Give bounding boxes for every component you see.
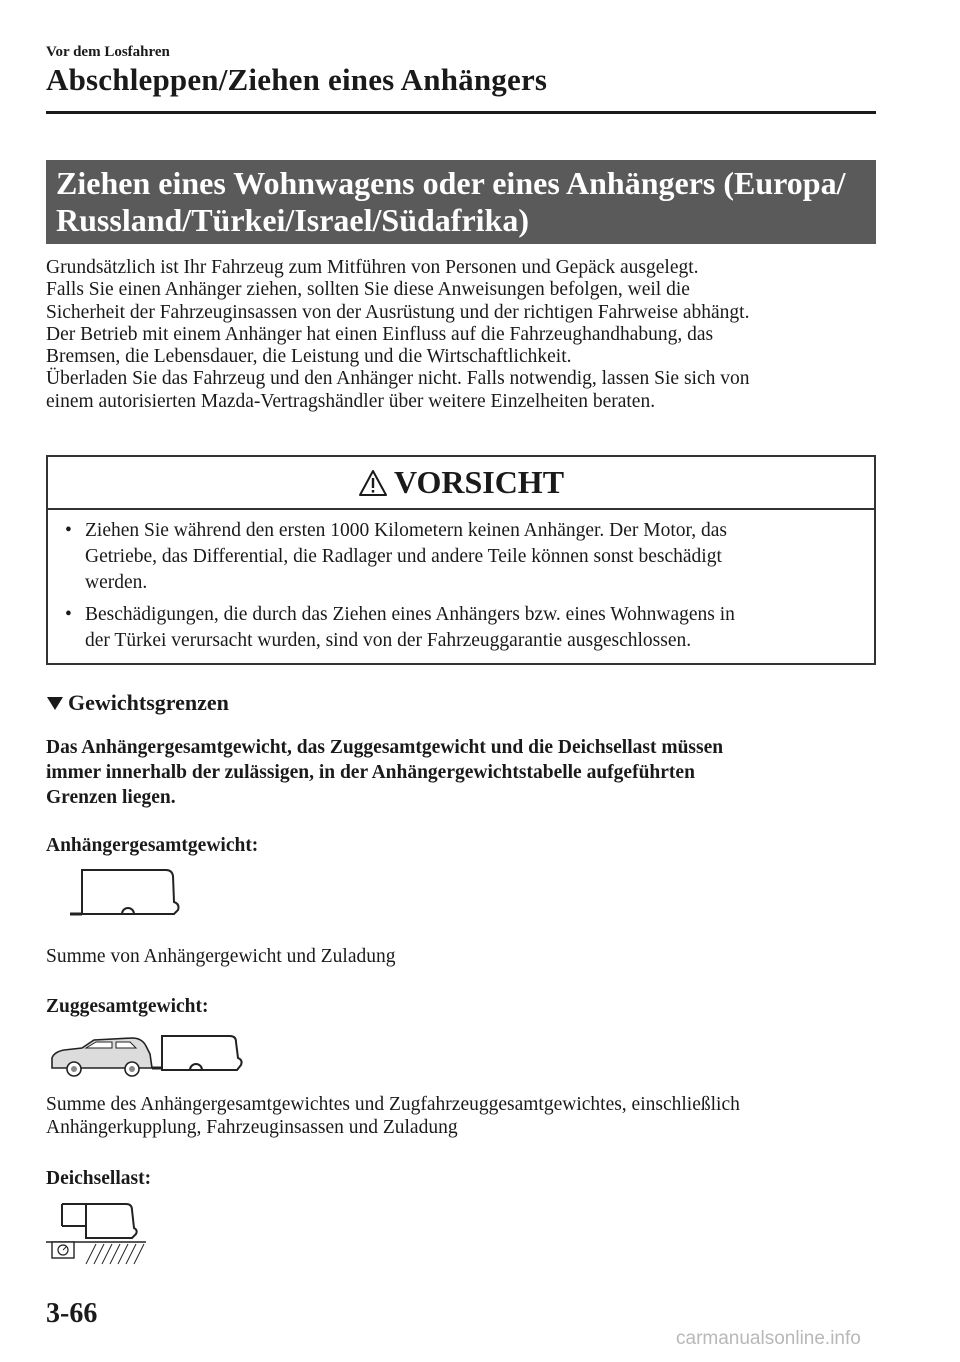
caution-box [46, 455, 876, 665]
train-desc-line: Summe des Anhängergesamtgewichtes und Zugfahrzeuggesamtgewichtes, einschließlich [46, 1094, 740, 1115]
header-divider [46, 111, 876, 114]
car-with-trailer-icon [46, 1032, 246, 1082]
caution-line: werden. [85, 572, 148, 593]
caution-title: VORSICHT [393, 464, 565, 500]
intro-line: Überladen Sie das Fahrzeug und den Anhänger nicht. Falls notwendig, lassen Sie sich von [46, 368, 750, 390]
weight-intro-line: Grenzen liegen. [46, 787, 176, 808]
caution-header [48, 457, 874, 510]
section-title-line-2: Russland/Türkei/Israel/Südafrika) [56, 202, 529, 238]
trailer-weight-description: Summe von Anhängergewicht und Zuladung [46, 946, 396, 967]
trailer-illustration-icon [64, 862, 184, 924]
intro-line: Sicherheit der Fahrzeuginsassen von der Ausrüstung und der richtigen Fahrweise abhängt. [46, 301, 750, 323]
section-title-line-1: Ziehen eines Wohnwagens oder eines Anhängers (Europa/ [56, 165, 846, 201]
watermark: carmanualsonline.info [676, 1328, 861, 1349]
chapter-title: Abschleppen/Ziehen eines Anhängers [46, 62, 548, 97]
triangle-down-icon [46, 694, 64, 712]
weight-intro-line: Das Anhängergesamtgewicht, das Zuggesamtgewicht und die Deichsellast müssen [46, 737, 724, 758]
caution-line: • Beschädigungen, die durch das Ziehen eines Anhängers bzw. eines Wohnwagens in [85, 604, 735, 625]
intro-line: Der Betrieb mit einem Anhänger hat einen Einfluss auf die Fahrzeughandhabung, das [46, 323, 714, 345]
intro-paragraph [46, 257, 886, 413]
page-number: 3-66 [46, 1298, 98, 1329]
caution-line: Getriebe, das Differential, die Radlager und andere Teile können sonst beschädigt [85, 546, 722, 567]
weight-limits-intro [46, 735, 866, 810]
weight-intro-line: immer innerhalb der zulässigen, in der Anhängergewichtstabelle aufgeführten [46, 762, 695, 783]
caution-item [48, 602, 874, 654]
caution-list [48, 510, 874, 654]
tongue-load-label: Deichsellast: [46, 1168, 152, 1189]
train-desc-line: Anhängerkupplung, Fahrzeuginsassen und Zuladung [46, 1117, 458, 1138]
weight-limits-heading [46, 690, 229, 716]
caution-line: der Türkei verursacht wurden, sind von der Fahrzeuggarantie ausgeschlossen. [85, 630, 692, 651]
intro-line: einem autorisierten Mazda-Vertragshändler über weitere Einzelheiten beraten. [46, 390, 656, 412]
intro-line: Grundsätzlich ist Ihr Fahrzeug zum Mitführen von Personen und Gepäck ausgelegt. [46, 257, 699, 278]
tongue-load-scale-icon [46, 1198, 156, 1268]
train-weight-label: Zuggesamtgewicht: [46, 996, 209, 1017]
caution-item [48, 518, 874, 596]
train-weight-description [46, 1093, 740, 1139]
section-kicker: Vor dem Losfahren [46, 44, 170, 60]
weight-limits-heading-text: Gewichtsgrenzen [68, 690, 229, 715]
intro-line: Bremsen, die Lebensdauer, die Leistung und die Wirtschaftlichkeit. [46, 346, 572, 368]
trailer-weight-label: Anhängergesamtgewicht: [46, 835, 259, 856]
warning-triangle-icon [358, 469, 388, 497]
caution-line: • Ziehen Sie während den ersten 1000 Kilometern keinen Anhänger. Der Motor, das [85, 520, 727, 541]
intro-line: Falls Sie einen Anhänger ziehen, sollten Sie diese Anweisungen befolgen, weil die [46, 279, 690, 301]
section-title-banner [46, 160, 876, 244]
